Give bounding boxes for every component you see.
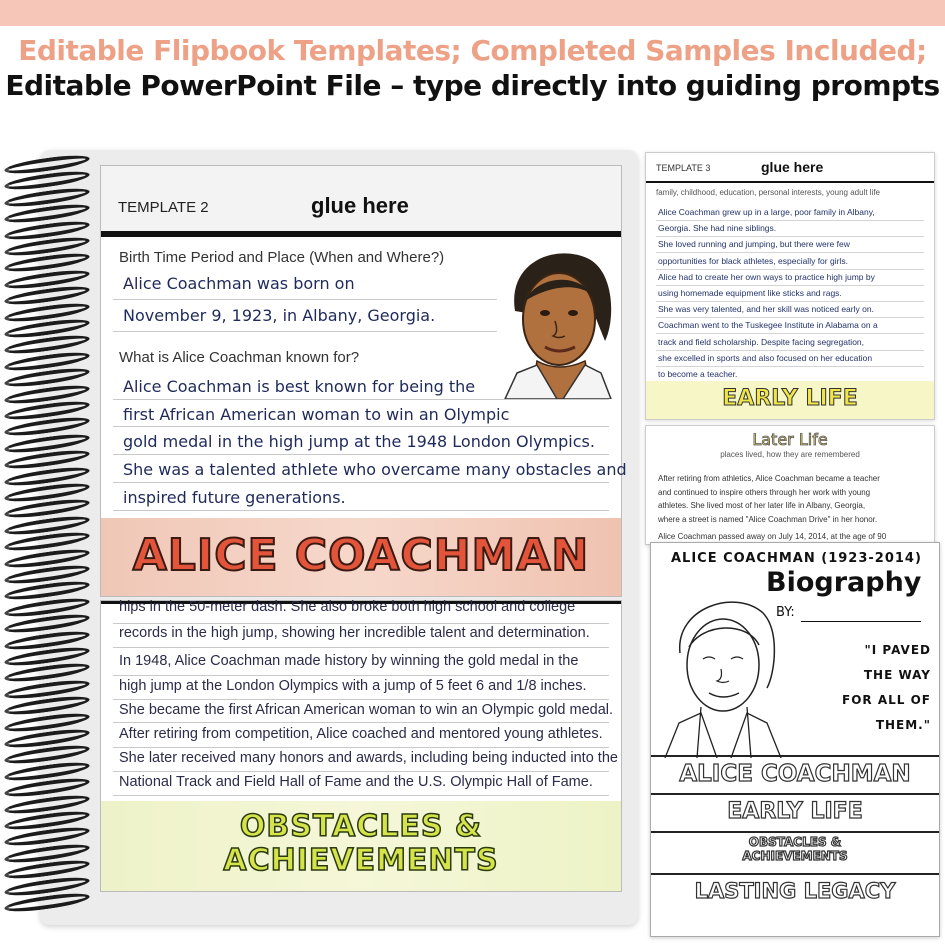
author-line[interactable] xyxy=(801,621,921,622)
quote-line: "I PAVED xyxy=(864,643,931,657)
rule-line xyxy=(656,366,924,367)
header-divider xyxy=(646,181,934,183)
template-3-page xyxy=(645,152,935,420)
cover-quote xyxy=(801,638,931,738)
body-line[interactable]: In 1948, Alice Coachman made history by winning the gold medal in the xyxy=(119,653,579,669)
early-life-line[interactable]: to become a teacher. xyxy=(658,369,738,379)
by-label: BY: xyxy=(776,605,795,620)
answer-line[interactable]: inspired future generations. xyxy=(123,488,346,507)
rule-line xyxy=(113,426,609,427)
obstacles-banner xyxy=(101,801,621,891)
tab-label: ALICE COACHMAN xyxy=(679,761,911,787)
rule-line xyxy=(113,399,609,400)
template-label: TEMPLATE 3 xyxy=(656,163,711,173)
early-life-line[interactable]: She was very talented, and her skill was noticed early on. xyxy=(658,304,874,315)
headline-text xyxy=(0,33,945,103)
early-life-line[interactable]: opportunities for black athletes, especially for girls. xyxy=(658,255,848,266)
tab-label: EARLY LIFE xyxy=(727,799,863,824)
glue-here-label: glue here xyxy=(311,193,409,218)
rule-line xyxy=(656,252,924,253)
rule-line xyxy=(113,699,609,700)
later-life-title: Later Life xyxy=(752,430,828,449)
body-line[interactable]: high jump at the London Olympics with a jump of 5 feet 6 and 1/8 inches. xyxy=(119,678,587,694)
rule-line xyxy=(113,747,609,748)
obstacles-banner-line2: ACHIEVEMENTS xyxy=(223,843,499,878)
body-line[interactable]: She later received many honors and awards, including being inducted into the xyxy=(119,750,618,766)
answer-line[interactable]: Alice Coachman is best known for being the xyxy=(123,377,476,396)
rule-line xyxy=(113,795,609,796)
rule-line xyxy=(113,623,609,624)
rule-line xyxy=(113,510,609,511)
rule-line xyxy=(656,220,924,221)
early-life-line[interactable]: Alice had to create her own ways to practice high jump by xyxy=(658,271,875,282)
quote-line: FOR ALL OF xyxy=(842,693,931,707)
tab-label: ACHIEVEMENTS xyxy=(742,849,848,863)
answer-line[interactable]: November 9, 1923, in Albany, Georgia. xyxy=(123,306,436,325)
early-life-banner xyxy=(646,381,934,419)
answer-line[interactable]: She was a talented athlete who overcame many obstacles and xyxy=(123,460,627,479)
rule-line xyxy=(113,771,609,772)
rule-line xyxy=(656,301,924,302)
rule-line xyxy=(656,350,924,351)
obstacles-banner-line1: OBSTACLES & xyxy=(239,809,483,844)
template-label: TEMPLATE 2 xyxy=(118,199,209,216)
portrait-illustration xyxy=(497,241,619,399)
prompt-birth: Birth Time Period and Place (When and Where?) xyxy=(119,249,445,266)
rule-line xyxy=(656,236,924,237)
later-life-line[interactable]: where a street is named "Alice Coachman Drive" in her honor. xyxy=(658,514,878,524)
tab-early-life[interactable] xyxy=(651,793,939,827)
body-line[interactable]: hips in the 50-meter dash. She also broke both high school and college xyxy=(119,599,576,615)
spiral-binding xyxy=(4,158,94,918)
tab-obstacles[interactable] xyxy=(651,831,939,871)
later-life-line[interactable]: and continued to inspire others through her work with young xyxy=(658,487,871,497)
cover-title: Biography xyxy=(766,567,922,598)
obstacles-page xyxy=(100,600,622,892)
prompt-early-life: family, childhood, education, personal interests, young adult life xyxy=(656,188,880,197)
early-life-banner-text: EARLY LIFE xyxy=(722,386,858,411)
early-life-line[interactable]: Alice Coachman grew up in a large, poor family in Albany, xyxy=(658,207,875,217)
tab-label: OBSTACLES & xyxy=(748,835,842,849)
portrait-sketch xyxy=(655,583,790,758)
template-header xyxy=(101,166,621,234)
prompt-known-for: What is Alice Coachman known for? xyxy=(119,349,360,366)
rule-line xyxy=(113,675,609,676)
rule-line xyxy=(113,647,609,648)
body-line[interactable]: records in the high jump, showing her incredible talent and determination. xyxy=(119,625,590,641)
early-life-line[interactable]: She loved running and jumping, but there were few xyxy=(658,239,850,250)
body-line[interactable]: After retiring from competition, Alice coached and mentored young athletes. xyxy=(119,726,603,742)
tab-label: LASTING LEGACY xyxy=(694,879,896,903)
early-life-line[interactable]: using homemade equipment like sticks and rags. xyxy=(658,288,842,298)
quote-line: THEM." xyxy=(875,718,931,732)
body-line[interactable]: National Track and Field Hall of Fame and the U.S. Olympic Hall of Fame. xyxy=(119,774,593,790)
early-life-line[interactable]: Coachman went to the Tuskegee Institute in Alabama on a xyxy=(658,320,878,331)
headline-main-text: Editable PowerPoint File – type directly into guiding prompts xyxy=(5,69,940,102)
cover-heading: ALICE COACHMAN (1923-2014) xyxy=(671,551,922,566)
tab-alice-coachman[interactable] xyxy=(651,755,939,789)
name-banner xyxy=(101,518,621,596)
answer-line[interactable]: Alice Coachman was born on xyxy=(123,274,355,293)
rule-line xyxy=(113,454,609,455)
template-2-page xyxy=(100,165,627,597)
rule-line xyxy=(656,285,924,286)
name-banner-text: ALICE COACHMAN xyxy=(132,530,590,581)
tab-lasting-legacy[interactable] xyxy=(651,873,939,907)
header-divider xyxy=(101,234,621,237)
prompt-later-life: places lived, how they are remembered xyxy=(720,450,860,459)
rule-line xyxy=(656,333,924,334)
later-life-line[interactable]: After retiring from athletics, Alice Coachman became a teacher xyxy=(658,474,880,483)
early-life-line[interactable]: track and field scholarship. Despite facing segregation, xyxy=(658,336,865,347)
later-life-line[interactable]: athletes. She lived most of her later life in Albany, Georgia, xyxy=(658,501,866,510)
early-life-line[interactable]: Georgia. She had nine siblings. xyxy=(658,223,777,234)
early-life-line[interactable]: she excelled in sports and also focused on her education xyxy=(658,352,873,363)
rule-line xyxy=(113,482,609,483)
headline-accent-text: Editable Flipbook Templates; Completed Samples Included; xyxy=(18,34,927,67)
quote-line: THE WAY xyxy=(863,668,931,682)
top-accent-bar xyxy=(0,0,945,26)
rule-line xyxy=(113,722,609,723)
later-life-line[interactable]: Alice Coachman passed away on July 14, 2014, at the age of 90 xyxy=(658,532,887,541)
rule-line xyxy=(656,269,924,270)
answer-line[interactable]: gold medal in the high jump at the 1948 London Olympics. xyxy=(123,432,595,451)
glue-here-label: glue here xyxy=(761,159,824,175)
rule-line xyxy=(656,317,924,318)
body-line[interactable]: She became the first African American woman to win an Olympic gold medal. xyxy=(119,702,614,718)
later-life-page xyxy=(645,425,935,545)
biography-cover xyxy=(650,542,940,937)
answer-line[interactable]: first African American woman to win an Olympic xyxy=(123,405,510,424)
